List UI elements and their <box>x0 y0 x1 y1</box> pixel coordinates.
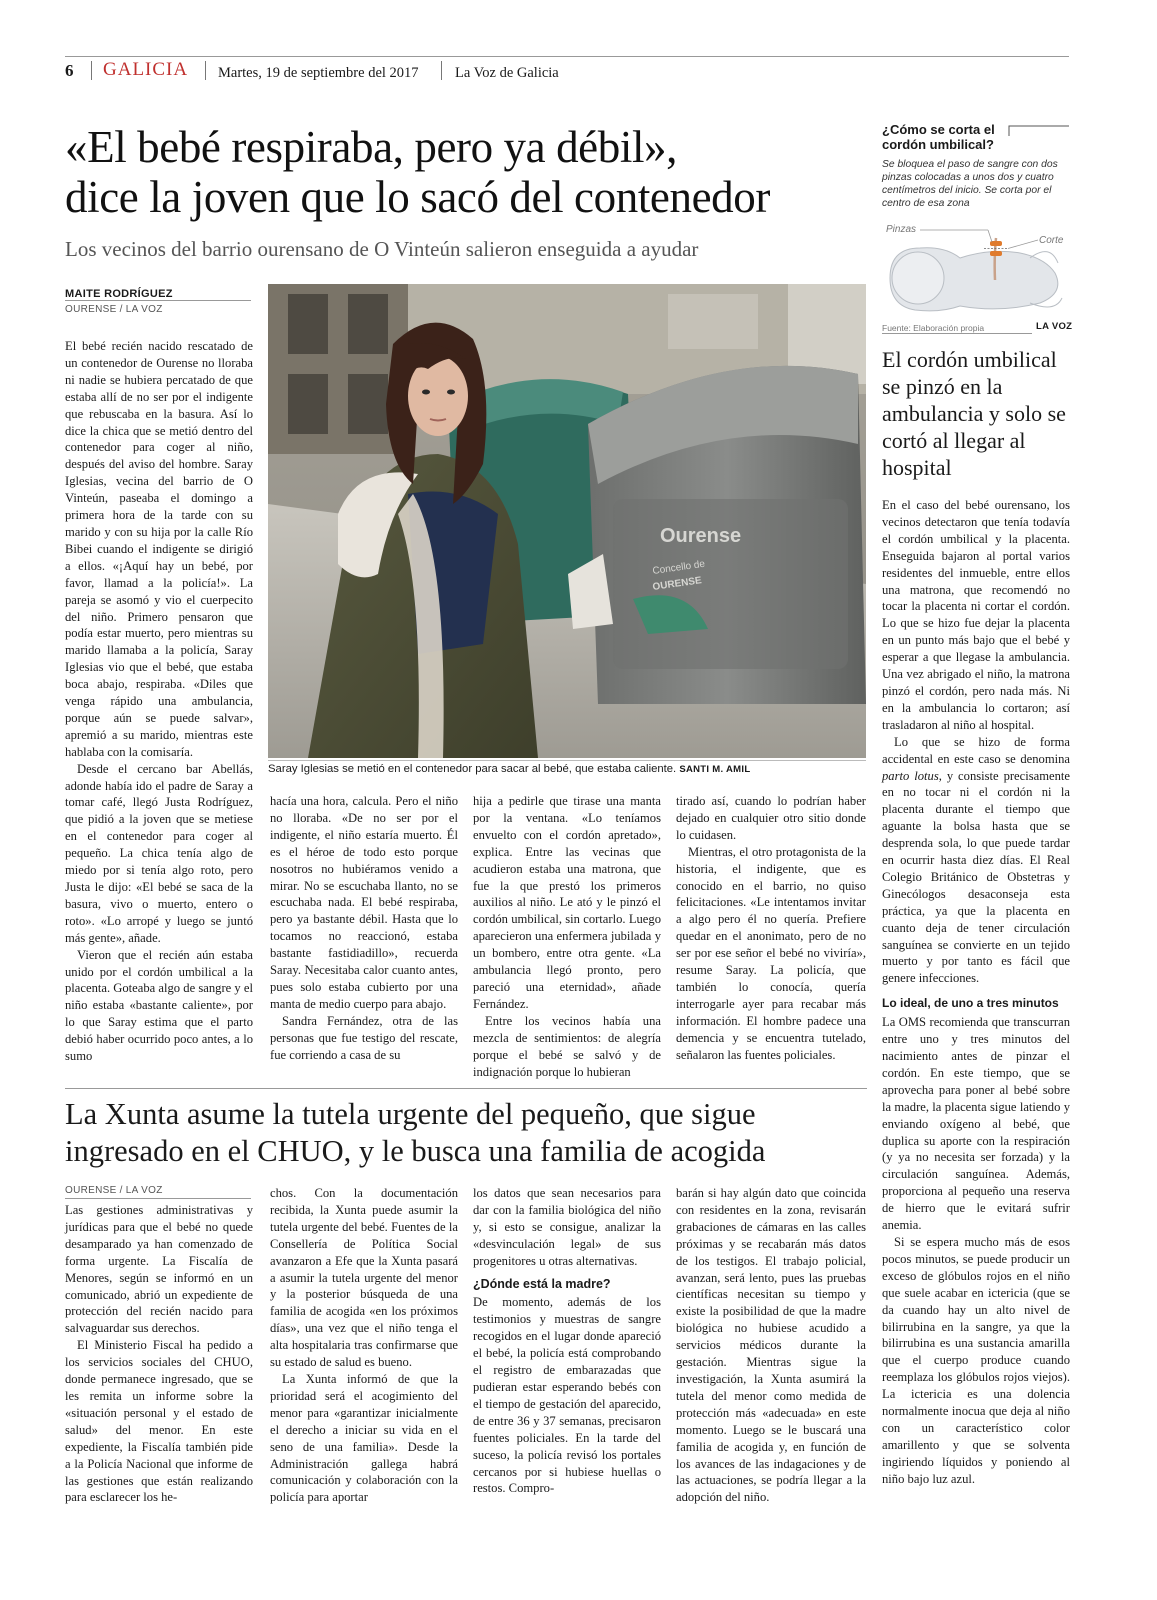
article2-column-2 <box>270 1185 458 1506</box>
label-corte: Corte <box>1039 235 1064 246</box>
article-column-4 <box>676 793 866 1064</box>
paragraph: En el caso del bebé ourensano, los vecinos detectaron que tenía todavía el cordón umbilical y la placenta. Enseguida bajaron al portal varios residentes del inmueble, entre ellos una matrona, que recomendó no tocar la placenta ni cortar el cordón. Lo que se hizo fue dejar la placenta en un punto más bajo que el bebé y esperar a que llegase la ambulancia. Una vez abrigado el niño, la matrona pinzó el cordón, pero nada más. Ni en la ambulancia lo cortaron; así trasladaron al niño al hospital. <box>882 498 1070 732</box>
bin-logo-text: Concello de <box>651 558 706 577</box>
paragraph: tirado así, cuando lo podrían haber dejado en cualquier otro sitio donde lo cuidasen. <box>676 794 866 842</box>
paragraph <box>882 734 1070 988</box>
paragraph: los datos que sean necesarios para dar con la familia biológica del niño y, si esto se consigue, analizar la «desvinculación legal» de sus progenitores u otras alternativas. <box>473 1186 661 1268</box>
secondary-headline <box>65 1096 875 1170</box>
headline <box>65 122 875 222</box>
paragraph: El bebé recién nacido rescatado de un contenedor de Ourense no lloraba ni nadie se hubiera percatado de que estaba allí de no ser por el indigente que rebuscaba en la basura. Así lo dice la chica que se metió dentro del contenedor para coger al niño, después del aviso del hombre. Saray Iglesias, vecina del barrio de O Vinteún, paseaba el domingo a primera hora de la tarde con su marido y con su hija por la calle Río Bibei cuando el indigente se dirigió a ellos. «¡Aquí hay un bebé, por favor, llamad a la policía!». La pareja se asomó y vio el cuerpecito del niño. Primero pensaron que podía estar muerto, pero mientras su marido llamaba a la policía, Saray Iglesias vio que el bebé, que estaba boca abajo, respiraba. «Diles que venga rápido una ambulancia, porque aún se puede salvar», apremió a su marido, mientras este hablaba con la comisaría. <box>65 339 253 759</box>
paragraph: Vieron que el recién aún estaba unido por el cordón umbilical a la placenta. Goteaba algo de sangre y el niño estaba «bastante caliente», por lo que Saray estima que el parto debió haber ocurrido poco antes, a lo sumo <box>65 947 253 1064</box>
dateline-rule <box>65 1198 251 1199</box>
pullquote: El cordón umbilical se pinzó en la ambulancia y solo se cortó al llegar al hospital <box>882 347 1066 480</box>
diagram-source: Fuente: Elaboración propia <box>882 323 985 333</box>
paragraph: Entre los vecinos había una mezcla de sentimientos: de alegría porque el bebé se salvó y de indignación porque lo hubieran <box>473 1013 661 1079</box>
section-divider <box>65 1088 867 1089</box>
paragraph: La Xunta informó de que la prioridad será el acogimiento del menor para «garantizar inicialmente el derecho a iniciar su vida en el seno de una familia». Desde la Administración gallega habrá comunicación y colaboración con la policía para aportar <box>270 1371 458 1505</box>
baby-illustration <box>880 218 1070 328</box>
baby-diagram <box>880 218 1070 328</box>
byline: MAITE RODRÍGUEZ <box>65 288 173 300</box>
header-separator <box>91 61 92 80</box>
question-bracket <box>1005 124 1069 138</box>
photo-caption <box>268 762 866 777</box>
paragraph: Sandra Fernández, otra de las personas que fue testigo del rescate, fue corriendo a casa de su <box>270 1013 458 1062</box>
caption-text: Saray Iglesias se metió en el contenedor para sacar al bebé, que estaba caliente. <box>268 763 677 775</box>
paragraph: Mientras, el otro protagonista de la historia, el indigente, que es conocido en el barrio, no quiso felicitaciones. «Le intentamos invitar a algo pero él no quería. Prefiere quedar en el anonimato, pero de no ser por ese señor el bebé no viviría», resume Saray. La policía, que también lo conocía, quería interrogarle ayer para recabar más información. El hombre padece una demencia y se encuentra tutelado, señalaron las fuentes policiales. <box>676 844 866 1062</box>
headline-line: La Xunta asume la tutela urgente del pequeño, que sigue <box>65 1097 756 1131</box>
headline-line: ingresado en el CHUO, y le busca una familia de acogida <box>65 1134 766 1168</box>
article2-column-3 <box>473 1185 661 1497</box>
caption-rule <box>268 760 866 761</box>
newspaper-name: La Voz de Galicia <box>455 65 559 81</box>
header-separator <box>441 61 442 80</box>
photo-illustration <box>268 284 866 758</box>
page-number: 6 <box>65 61 74 80</box>
sidebar-column <box>882 497 1070 1488</box>
bin-logo-text: Ourense <box>660 525 742 547</box>
dateline: OURENSE / LA VOZ <box>65 304 163 315</box>
text-span: Lo que se hizo de forma accidental en este caso se denomina <box>882 734 1070 766</box>
issue-date: Martes, 19 de septiembre del 2017 <box>218 65 419 81</box>
section-name: GALICIA <box>103 59 189 80</box>
subheadline: Los vecinos del barrio ourensano de O Vinteún salieron enseguida a ayudar <box>65 237 699 261</box>
bin-logo-text: OURENSE <box>651 575 703 593</box>
header-rule <box>65 56 1069 57</box>
paragraph: hija a pedirle que tirase una manta por la ventana. «Lo teníamos envuelto con el cordón apretado», explica. Entre las vecinas que acudieron estaba una matrona, que fue la que prestó los primeros auxilios al niño. Le ató y le pinzó el cordón umbilical, sin cortarlo. Luego aparecieron una enfermera jubilada y un bombero, entre otra gente. «La ambulancia llegó pronto, pero pareció una eternidad», añade Fernández. <box>473 794 661 1011</box>
paragraph: De momento, además de los testimonios y muestras de sangre recogidos en el lugar donde apareció el bebé, la policía está comprobando el registro de embarazadas que pudieran estar esperando bebés con el tiempo de gestación del aparecido, de entre 36 y 37 semanas, precisaron fuentes policiales. En la tarde del suceso, la policía revisó los portales cercanos por si hubiese huellas o restos. Compro- <box>473 1295 661 1496</box>
paragraph: La OMS recomienda que transcurran entre uno y tres minutos del nacimiento antes de pinzar el cordón. En este tiempo, que se aprovecha para poner al bebé sobre la madre, la placenta sigue latiendo y enviando oxígeno al bebé, que duplica su aporte con la respiración (y ya no necesita ser forzada) y la circulación sanguínea. Además, proporciona al pequeño una reserva de hierro que le evitará sufrir anemia. <box>882 1015 1070 1233</box>
sidebar-question: ¿Cómo se corta el cordón umbilical? <box>882 122 995 152</box>
paragraph: Desde el cercano bar Abellás, adonde había ido el padre de Saray a tomar café, llegó Justa Rodríguez, que pidió a la joven que se metiese en el contenedor para coger al pequeño. La chica tenía algo de miedo por si tenía algo roto, pero Justa le dijo: «El bebé se saca de la basura, vivo o muerto, entero o roto». «Lo arropé y luego se juntó más gente», añade. <box>65 761 253 945</box>
header-separator <box>205 61 206 80</box>
news-photo <box>268 284 866 758</box>
article-column-3 <box>473 793 661 1080</box>
text-span: , y consiste precisamente en no tocar ni el cordón ni la placenta durante el tiempo que aguante la bolsa hasta que se desprenda sola, lo que puede tardar en ocurrir hasta diez días. El Real Colegio Británico de Obstetras y Ginecólogos desaconseja esta práctica, ya que la placenta en cuanto deja de tener circulación sanguínea se convierte en un tejido muerto y por tanto es fácil que genere infecciones. <box>882 768 1070 986</box>
sidebar-subhead: Lo ideal, de uno a tres minutos <box>882 996 1059 1011</box>
paragraph: Si se espera mucho más de esos pocos minutos, se puede producir un exceso de glóbulos rojos en el niño que suele acabar en ictericia (que se da cuando hay un alto nivel de bilirrubina en la sangre, ya que la bilirrubina es una sustancia amarilla que el cuerpo produce cuando reemplaza los glóbulos rojos viejos). La ictericia es una dolencia normalmente inocua que deja al niño con un característico color amarillento y que se solventa ingiriendo líquidos y poniendo al niño bajo luz azul. <box>882 1234 1070 1486</box>
paragraph: hacía una hora, calcula. Pero el niño no lloraba. «De no ser por el indigente, el niño estaría muerto. Él es el héroe de todo esto porque nosotros no hubiéramos venido a mirar. No se escuchaba llanto, no se escuchaba nada. El bebé respiraba, pero ya bastante débil. Hasta que lo tocamos no reaccionó, estaba bastante fastidiadillo», recuerda Saray. Necesitaba calor cuanto antes, pues solo estaba cubierto por una manta de medio cuerpo para abajo. <box>270 794 458 1011</box>
paragraph: El Ministerio Fiscal ha pedido a los servicios sociales del CHUO, donde permanece ingresado, que se les remita un informe sobre la «situación personal y el estado de salud» del menor. En este expediente, la Fiscalía también pide a la Policía Nacional que informe de las gestiones que están realizando para esclarecer los he- <box>65 1338 253 1505</box>
column-subhead: ¿Dónde está la madre? <box>473 1276 611 1291</box>
paragraph: Las gestiones administrativas y jurídicas para que el bebé no quede desamparado ya han comenzado de forma urgente. La Fiscalía de Menores, según se informó en un comunicado, abrió un expediente de protección del recién nacido para salvaguardar sus derechos. <box>65 1203 253 1336</box>
byline-rule <box>65 300 251 301</box>
article2-column-4 <box>676 1185 866 1506</box>
label-pinzas: Pinzas <box>886 224 917 235</box>
italic-term: parto lotus <box>882 768 939 783</box>
diagram-credit: LA VOZ <box>1036 321 1073 332</box>
source-rule <box>882 333 1032 334</box>
paragraph: chos. Con la documentación recibida, la Xunta puede asumir la tutela urgente del bebé. Fuentes de la Consellería de Política Social avanzaron a Efe que la Xunta pasará a asumir la tutela urgente del menor y la posterior búsqueda de una familia de acogida «en los próximos días», una vez que el niño tenga el alta hospitalaria tras confirmarse que su estado de salud es bueno. <box>270 1186 458 1370</box>
article2-column-1 <box>65 1202 253 1506</box>
sidebar-description: Se bloquea el paso de sangre con dos pinzas colocadas a unos dos y cuatro centímetros del inicio. Se corta por el centro de esa zona <box>882 159 1058 209</box>
paragraph: barán si hay algún dato que coincida con residentes en la zona, revisarán grabaciones de cámaras en las calles próximas y se recabarán más datos de los testigos. El trabajo policial, avanzan, será lento, pues las pruebas científicas necesitan su tiempo y existe la posibilidad de que la madre biológica no hubiese acudido a servicios médicos durante la gestación. Mientras sigue la investigación, la Xunta asumirá la tutela del menor como medida de protección más «adecuada» en este momento. Luego se le buscará una familia de acogida y, en función de los avances de las indagaciones y de las actuaciones, se podría llegar a la adopción del niño. <box>676 1186 866 1505</box>
dateline: OURENSE / LA VOZ <box>65 1185 163 1196</box>
article-column-2 <box>270 793 458 1064</box>
photo-credit: SANTI M. AMIL <box>679 764 751 775</box>
article-column-1 <box>65 338 253 1065</box>
headline-line: «El bebé respiraba, pero ya débil», <box>65 122 678 172</box>
headline-line: dice la joven que lo sacó del contenedor <box>65 172 770 222</box>
